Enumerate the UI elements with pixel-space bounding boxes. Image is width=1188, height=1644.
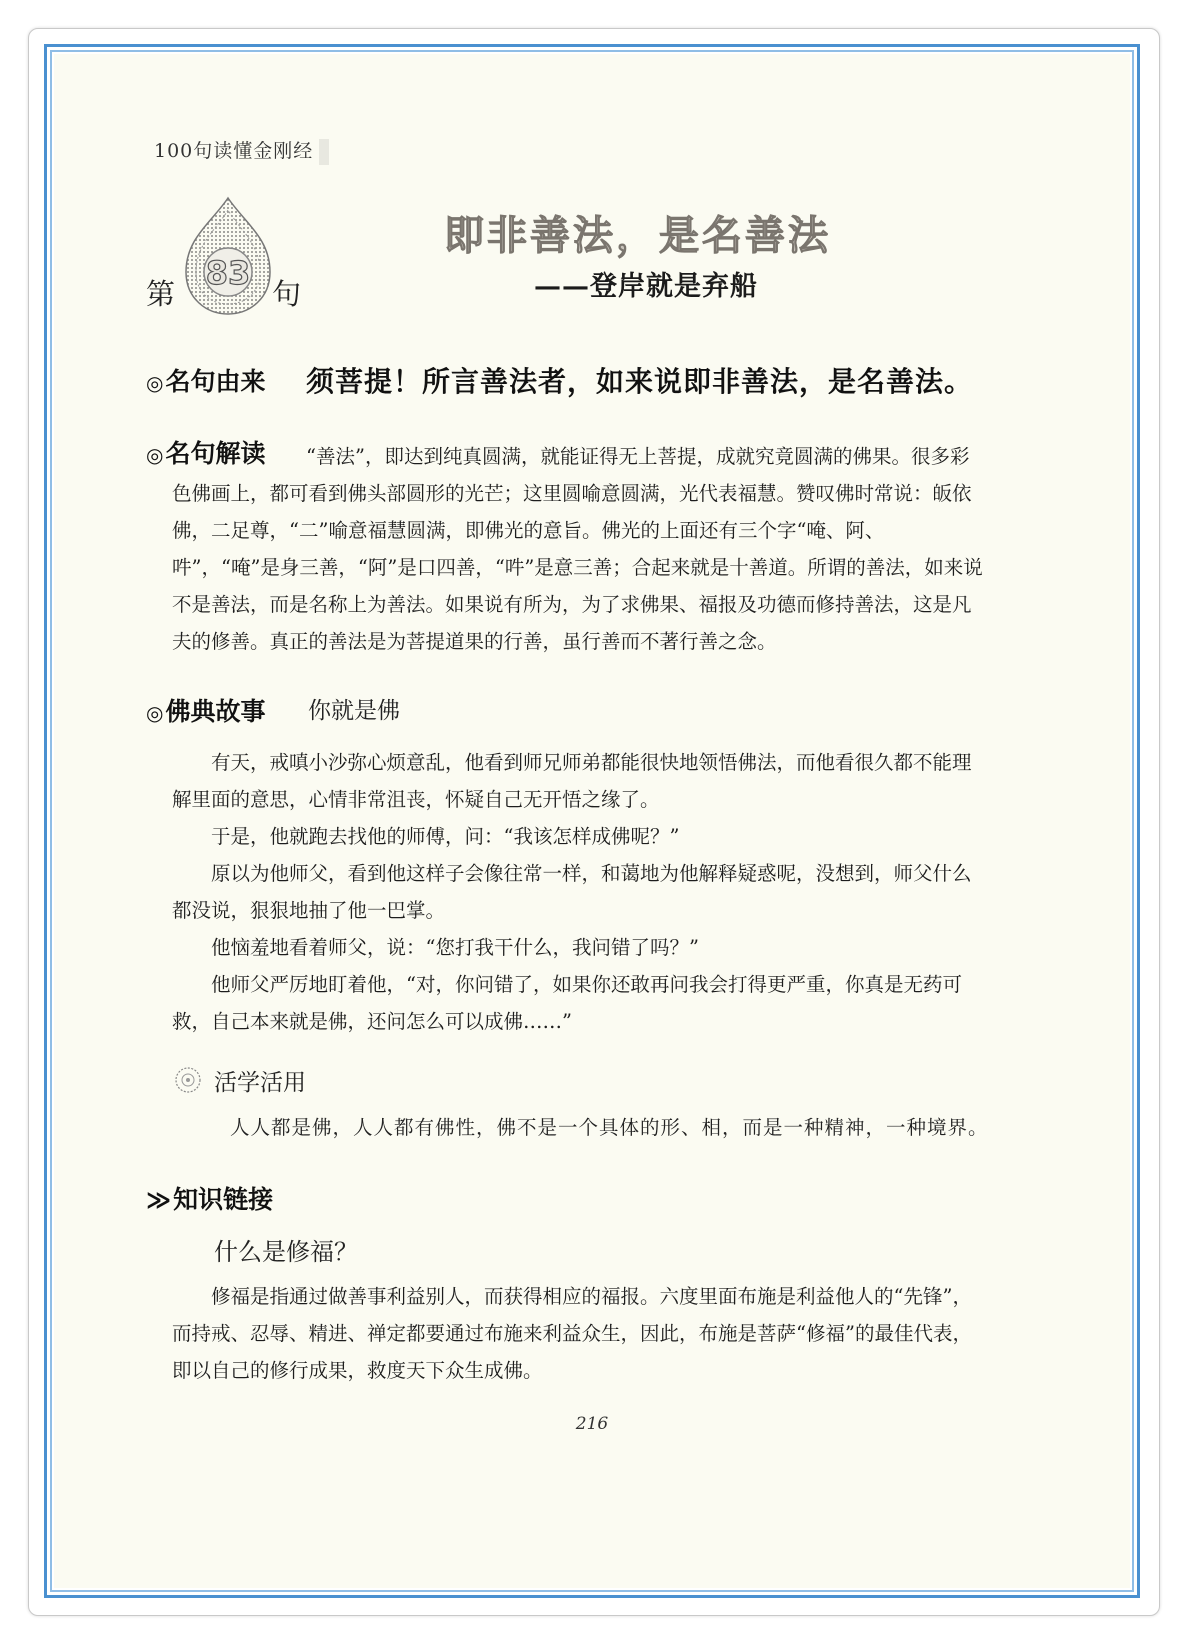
interpretation-text: “善法”，即达到纯真圆满，就能证得无上菩提，成就究竟圆满的佛果。很多彩色佛画上，都可看到佛头部圆形的光芒；这里圆喻意圆满，光代表福慧。赞叹佛时常说：皈依佛，二足尊，“二”喻意福慧圆满，即佛光的意旨。佛光的上面还有三个字“唵、阿、吽”，“唵”是身三善，“阿”是口四善，“吽”是意三善；合起来就是十善道。所谓的善法，如来说不是善法，而是名称上为善法。如果说有所为，为了求佛果、福报及功德而修持善法，这是凡夫的修善。真正的善法是为菩提道果的行善，虽行善而不著行善之念。 <box>172 445 983 653</box>
flower-icon <box>174 1066 202 1094</box>
knowledge-body <box>172 1278 984 1389</box>
story-paragraph: 他师父严厉地盯着他，“对，你问错了，如果你还敢再问我会打得更严重，你真是无药可救，自己本来就是佛，还问怎么可以成佛……” <box>172 973 962 1033</box>
circle-bullet-icon: ◎ <box>146 701 164 725</box>
origin-quote: 须菩提！所言善法者，如来说即非善法，是名善法。 <box>306 365 974 398</box>
chapter-suffix: 句 <box>272 277 302 311</box>
apply-heading: 活学活用 <box>214 1070 306 1096</box>
story-paragraph: 他恼羞地看着师父，说：“您打我干什么，我问错了吗？” <box>211 936 699 959</box>
story-title: 你就是佛 <box>308 698 400 724</box>
interpretation-body <box>172 438 984 660</box>
knowledge-heading-label: 知识链接 <box>173 1185 274 1214</box>
circle-bullet-icon: ◎ <box>146 371 164 395</box>
story-body <box>172 744 984 1040</box>
story-paragraph: 于是，他就跑去找他的师傅，问：“我该怎样成佛呢？” <box>211 825 680 848</box>
story-paragraph: 有天，戒嗔小沙弥心烦意乱，他看到师兄师弟都能很快地领悟佛法，而他看很久都不能理解里面的意思，心情非常沮丧，怀疑自己无开悟之缘了。 <box>172 751 972 811</box>
story-paragraph: 原以为他师父，看到他这样子会像往常一样，和蔼地为他解释疑惑呢，没想到，师父什么都没说，狠狠地抽了他一巴掌。 <box>172 862 972 922</box>
story-heading <box>146 692 265 728</box>
interpretation-heading-label: 名句解读 <box>165 439 266 468</box>
chapter-title: 即非善法，是名善法 <box>444 213 831 259</box>
story-heading-label: 佛典故事 <box>165 697 266 726</box>
knowledge-question: 什么是修福？ <box>214 1238 358 1266</box>
origin-heading <box>146 362 265 398</box>
book-page <box>54 54 1130 1588</box>
double-chevron-icon: ≫ <box>146 1186 172 1214</box>
knowledge-paragraph: 修福是指通过做善事利益别人，而获得相应的福报。六度里面布施是利益他人的“先锋”，而持戒、忍辱、精进、禅定都要通过布施来利益众生，因此，布施是菩萨“修福”的最佳代表，即以自己的修行成果，救度天下众生成佛。 <box>172 1285 972 1382</box>
circle-bullet-icon: ◎ <box>146 443 164 467</box>
page-number: 216 <box>575 1414 609 1434</box>
book-title-header: 100句读懂金刚经 <box>154 136 329 165</box>
origin-heading-label: 名句由来 <box>165 367 266 396</box>
knowledge-heading <box>146 1180 273 1216</box>
apply-text: 人人都是佛，人人都有佛性，佛不是一个具体的形、相，而是一种精神，一种境界。 <box>230 1116 989 1139</box>
chapter-number: 83 <box>205 254 251 292</box>
chapter-prefix: 第 <box>146 277 176 311</box>
chapter-number-badge <box>182 194 274 316</box>
chapter-subtitle: ——登岸就是弃船 <box>534 271 758 302</box>
